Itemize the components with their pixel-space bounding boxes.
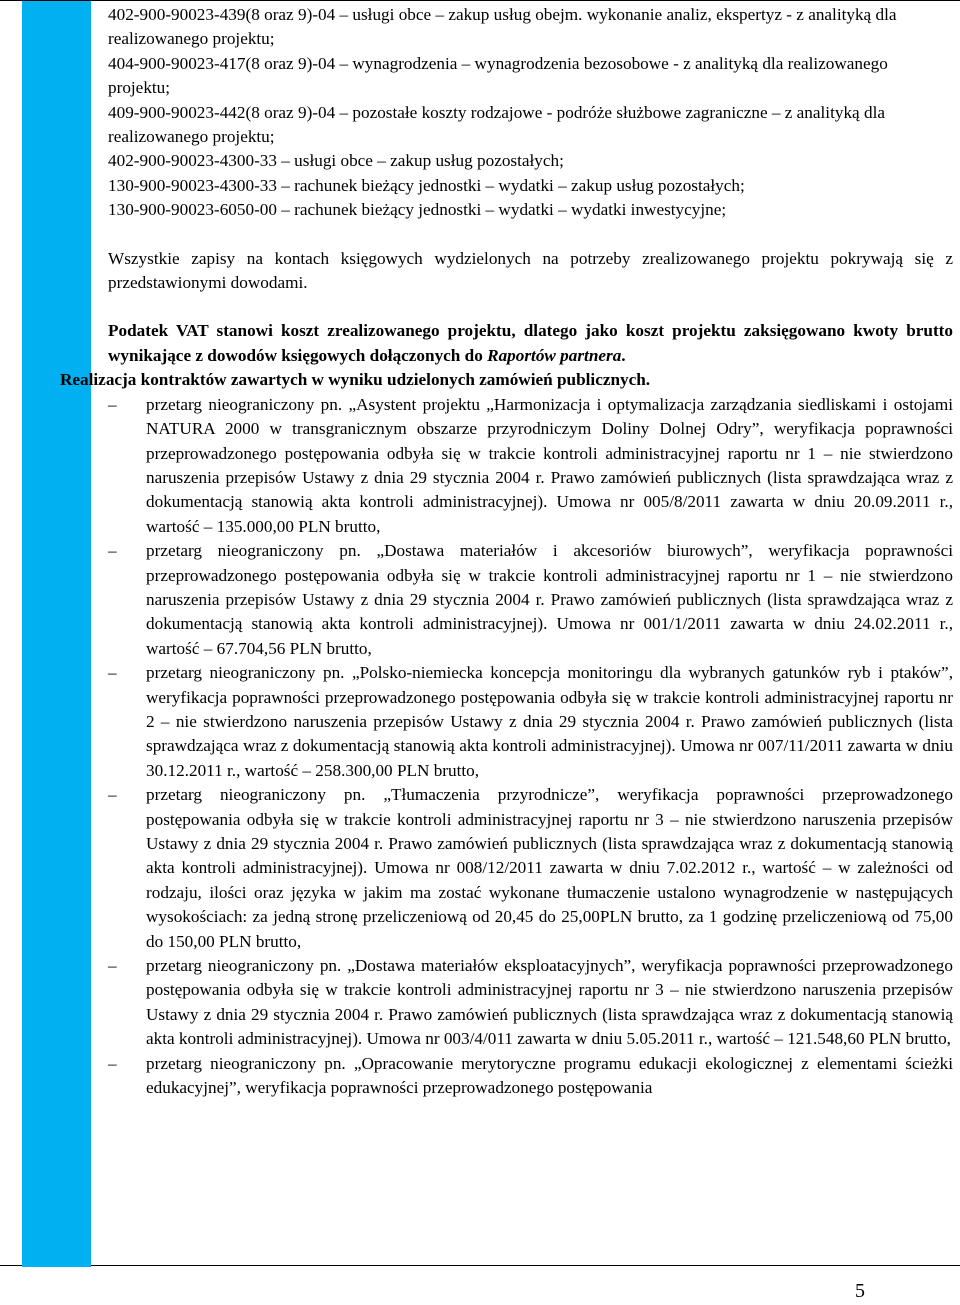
vat-note-end: .	[621, 345, 626, 365]
tender-text: przetarg nieograniczony pn. „Dostawa materiałów eksploatacyjnych”, weryfikacja poprawności przeprowadzonego postępowania odbyła się w trakcie kontroli administracyjnej raportu nr 3 – nie stwierdzono naruszenia przepisów Ustawy z dnia 29 stycznia 2004 r. Prawo zamówień publicznych (lista sprawdzająca wraz z dokumentacją stanowią akta kontroli administracyjnej). Umowa nr 003/4/011 zawarta w dniu 5.05.2011 r., wartość – 121.548,60 PLN brutto,	[146, 956, 953, 1049]
account-line: 404-900-90023-417(8 oraz 9)-04 – wynagrodzenia – wynagrodzenia bezosobowe - z analityką dla realizowanego projektu;	[108, 53, 888, 98]
dash-bullet: –	[108, 1053, 117, 1073]
account-line: 402-900-90023-439(8 oraz 9)-04 – usługi obce – zakup usług obejm. wykonanie analiz, ekspertyz - z analityką dla realizowanego projektu;	[108, 5, 897, 49]
account-line: 130-900-90023-6050-00 – rachunek bieżący jednostki – wydatki – wydatki inwestycyjne;	[108, 200, 727, 220]
vat-note-main: Podatek VAT stanowi koszt zrealizowanego projektu, dlatego jako koszt projektu zaksięgowano kwoty brutto wynikające z dowodów księgowych dołączonych do	[108, 321, 953, 365]
tender-text: przetarg nieograniczony pn. „Tłumaczenia przyrodnicze”, weryfikacja poprawności przeprowadzonego postępowania odbyła się w trakcie kontroli administracyjnej raportu nr 3 – nie stwierdzono naruszenia przepisów Ustawy z dnia 29 stycznia 2004 r. Prawo zamówień publicznych (lista sprawdzająca wraz z dokumentacją stanowią akta kontroli administracyjnej). Umowa nr 008/12/2011 zawarta w dniu 7.02.2012 r., wartość – w zależności od rodzaju, ilości oraz języka w jakim ma zostać wykonane tłumaczenie ustalono wynagrodzenie w następujących wysokościach: za jedną stronę przeliczeniową od 20,45 do 25,00PLN brutto, za 1 godzinę przeliczeniową od 75,00 do 150,00 PLN brutto,	[146, 785, 953, 951]
tender-item	[108, 661, 953, 783]
tender-text: przetarg nieograniczony pn. „Opracowanie merytoryczne programu edukacji ekologicznej z elementami ścieżki edukacyjnej”, weryfikacja poprawności przeprowadzonego postępowania	[146, 1053, 953, 1098]
tender-list	[108, 393, 953, 1101]
contracts-heading: Realizacja kontraktów zawartych w wyniku udzielonych zamówień publicznych.	[60, 370, 651, 390]
tender-item	[108, 1052, 953, 1101]
dash-bullet: –	[108, 541, 117, 561]
tender-item	[108, 393, 953, 539]
tender-item	[108, 539, 953, 661]
sidebar-margin	[0, 1, 91, 1267]
page-number: 5	[855, 1280, 865, 1302]
document-body	[60, 3, 953, 1100]
tender-text: przetarg nieograniczony pn. „Asystent projektu „Harmonizacja i optymalizacja zarządzania siedliskami i ostojami NATURA 2000 w transgranicznym obszarze przyrodniczym Doliny Dolnej Odry”, weryfikacja poprawności przeprowadzonego postępowania odbyła się w trakcie kontroli administracyjnej raportu nr 1 – nie stwierdzono naruszenia przepisów Ustawy z dnia 29 stycznia 2004 r. Prawo zamówień publicznych (lista sprawdzająca wraz z dokumentacją stanowią akta kontroli administracyjnej). Umowa nr 005/8/2011 zawarta w dniu 20.09.2011 r., wartość – 135.000,00 PLN brutto,	[146, 394, 953, 536]
tender-text: przetarg nieograniczony pn. „Polsko-niemiecka koncepcja monitoringu dla wybranych gatunków ryb i ptaków”, weryfikacja poprawności przeprowadzonego postępowania odbyła się w trakcie kontroli administracyjnej raportu nr 2 – nie stwierdzono naruszenia przepisów Ustawy z dnia 29 stycznia 2004 r. Prawo zamówień publicznych (lista sprawdzająca wraz z dokumentacją stanowią akta kontroli administracyjnej). Umowa nr 007/11/2011 zawarta w dniu 30.12.2011 r., wartość – 258.300,00 PLN brutto,	[146, 663, 953, 780]
dash-bullet: –	[108, 785, 117, 805]
account-line: 402-900-90023-4300-33 – usługi obce – zakup usług pozostałych;	[108, 151, 564, 171]
tender-item	[108, 954, 953, 1052]
records-note: Wszystkie zapisy na kontach księgowych wydzielonych na potrzeby zrealizowanego projektu pokrywają się z przedstawionymi dowodami.	[108, 248, 953, 293]
sidebar-accent-bar	[22, 1, 91, 1267]
dash-bullet: –	[108, 663, 117, 683]
tender-text: przetarg nieograniczony pn. „Dostawa materiałów i akcesoriów biurowych”, weryfikacja poprawności przeprowadzonego postępowania odbyła się w trakcie kontroli administracyjnej raportu nr 1 – nie stwierdzono naruszenia przepisów Ustawy z dnia 29 stycznia 2004 r. Prawo zamówień publicznych (lista sprawdzająca wraz z dokumentacją stanowią akta kontroli administracyjnej). Umowa nr 001/1/2011 zawarta w dniu 24.02.2011 r., wartość – 67.704,56 PLN brutto,	[146, 541, 953, 658]
vat-note-italic: Raportów partnera	[487, 345, 622, 365]
vat-note	[108, 319, 953, 368]
account-line: 409-900-90023-442(8 oraz 9)-04 – pozostałe koszty rodzajowe - podróże służbowe zagraniczne – z analityką dla realizowanego projektu;	[108, 102, 885, 147]
dash-bullet: –	[108, 956, 117, 976]
dash-bullet: –	[108, 394, 117, 414]
tender-item	[108, 783, 953, 954]
account-line: 130-900-90023-4300-33 – rachunek bieżący jednostki – wydatki – zakup usług pozostałych;	[108, 175, 745, 195]
